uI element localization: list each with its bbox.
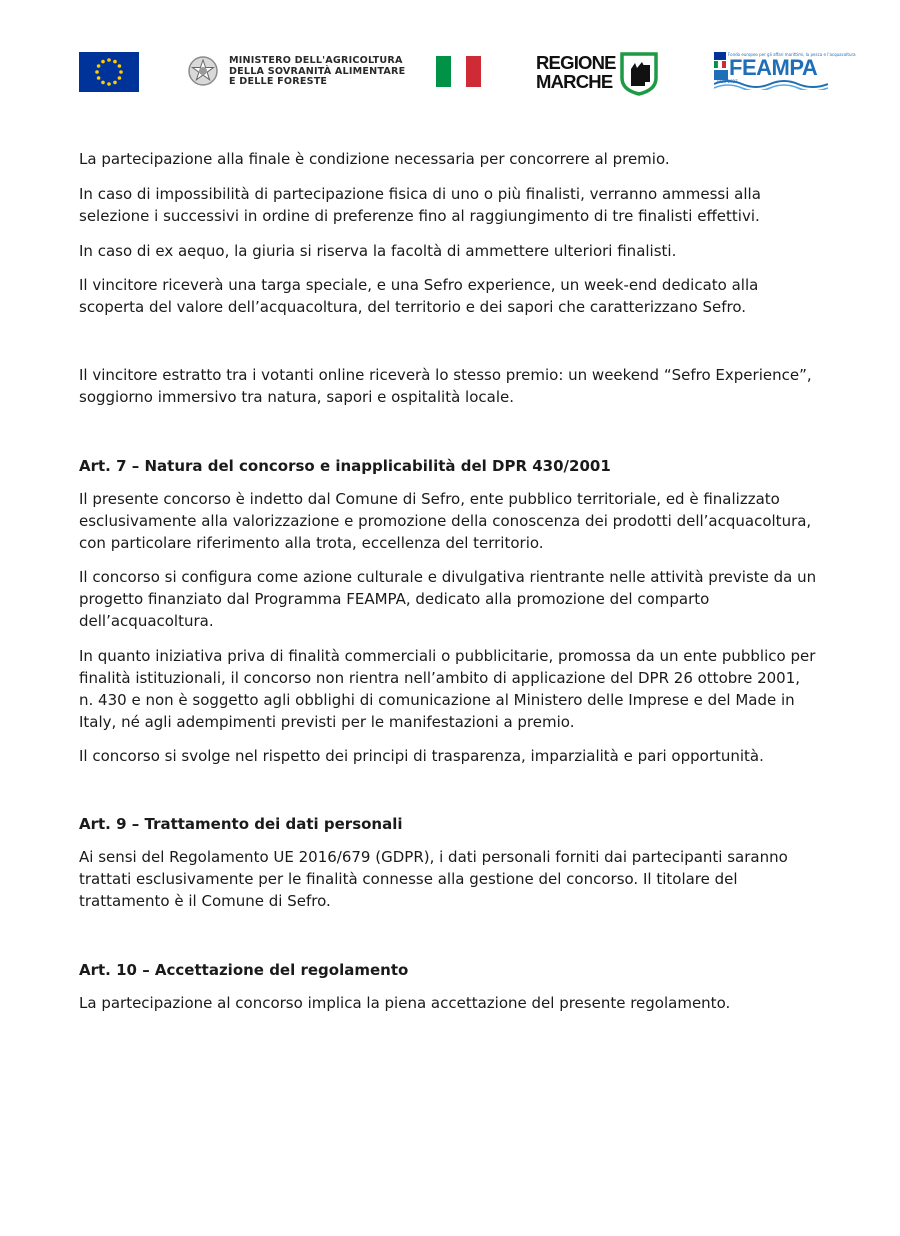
art7-paragraph-3: In quanto iniziativa priva di finalità commerciali o pubblicitarie, promossa da un ente pubblico per finalità istituzionali, il concorso non rientra nell’ambito di applicazione del DPR 26 ottobre 2001, n. 430 e non è soggetto agli obblighi di comunicazione al Ministero delle Imprese e del Made in Italy, né agli adempimenti previsti per le manifestazioni a premio. xyxy=(79,647,816,731)
ministry-name xyxy=(229,56,405,88)
feampa-wave-icon xyxy=(714,78,828,90)
paragraph-ex-aequo: In caso di ex aequo, la giuria si riserva la facoltà di ammettere ulteriori finalisti. xyxy=(79,242,677,260)
ministry-line-1: MINISTERO DELL'AGRICOLTURA xyxy=(229,55,403,66)
eu-flag-icon xyxy=(79,52,139,92)
ministry-line-2: DELLA SOVRANITÀ ALIMENTARE xyxy=(229,65,406,77)
region-line-1: REGIONE xyxy=(536,52,616,73)
ministry-line-3: E DELLE FORESTE xyxy=(229,76,328,87)
art10-heading: Art. 10 – Accettazione del regolamento xyxy=(79,961,409,979)
feampa-logo-word: FEAMPA xyxy=(729,55,818,80)
feampa-subtitle: Fondo europeo per gli affari marittimi, la pesca e l'acquacoltura xyxy=(728,52,856,57)
paragraph-final-participation: La partecipazione alla finale è condizione necessaria per concorrere al premio. xyxy=(79,150,670,168)
marche-shield-icon xyxy=(620,52,658,96)
feampa-years: 2021 2027 xyxy=(716,79,738,84)
italian-flag-icon xyxy=(436,56,481,87)
paragraph-impossibility: In caso di impossibilità di partecipazione fisica di uno o più finalisti, verranno ammessi alla selezione i successivi in ordine di preferenze fino al raggiungimento di tre finalisti effettivi. xyxy=(79,185,761,225)
paragraph-online-voters-prize: Il vincitore estratto tra i votanti online riceverà lo stesso premio: un weekend “Sefro Experience”, soggiorno immersivo tra natura, sapori e ospitalità locale. xyxy=(79,366,812,406)
paragraph-winner-prize: Il vincitore riceverà una targa speciale, e una Sefro experience, un week-end dedicato alla scoperta del valore dell’acquacoltura, del territorio e dei sapori che caratterizzano Sefro. xyxy=(79,276,759,316)
art7-paragraph-4: Il concorso si svolge nel rispetto dei principi di trasparenza, imparzialità e pari opportunità. xyxy=(79,747,764,765)
art9-heading: Art. 9 – Trattamento dei dati personali xyxy=(79,815,403,833)
art10-paragraph-1: La partecipazione al concorso implica la piena accettazione del presente regolamento. xyxy=(79,994,731,1012)
header-logos xyxy=(0,0,900,110)
region-marche-name xyxy=(536,53,616,91)
art7-paragraph-1: Il presente concorso è indetto dal Comune di Sefro, ente pubblico territoriale, ed è finalizzato esclusivamente alla valorizzazione e promozione della conoscenza dei prodotti dell’acquacoltura, con particolare riferimento alla trota, eccellenza del territorio. xyxy=(79,490,812,552)
art7-paragraph-2: Il concorso si configura come azione culturale e divulgativa rientrante nelle attività previste da un progetto finanziato dal Programma FEAMPA, dedicato alla promozione del comparto dell’acquacoltura. xyxy=(79,568,817,630)
region-line-2: MARCHE xyxy=(536,71,613,92)
italian-emblem-icon xyxy=(187,53,219,89)
art7-heading: Art. 7 – Natura del concorso e inapplicabilità del DPR 430/2001 xyxy=(79,457,611,475)
art9-paragraph-1: Ai sensi del Regolamento UE 2016/679 (GDPR), i dati personali forniti dai partecipanti saranno trattati esclusivamente per le finalità connesse alla gestione del concorso. Il titolare del trattamento è il Comune di Sefro. xyxy=(79,848,788,910)
